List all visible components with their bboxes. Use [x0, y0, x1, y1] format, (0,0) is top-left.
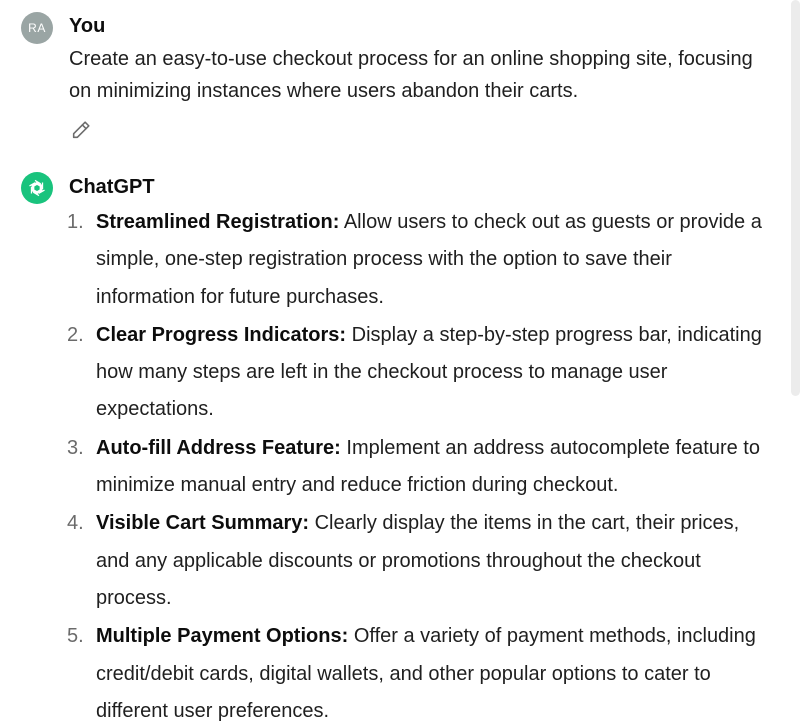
assistant-avatar	[21, 172, 53, 204]
list-item-number: 1.	[67, 211, 84, 233]
list-item-number: 5.	[67, 625, 84, 648]
list-item-title: Streamlined Registration:	[96, 211, 340, 233]
answer-list	[64, 204, 776, 726]
list-item-title: Auto-fill Address Feature:	[96, 436, 341, 459]
list-item	[64, 618, 776, 726]
list-item-text: Allow users to check out as guests or provide a simple, one-step registration process with the option to save their information for future purchases.	[96, 211, 762, 308]
list-item-text: Implement an address autocomplete feature to minimize manual entry and reduce friction during checkout.	[96, 436, 760, 497]
openai-logo-icon	[26, 177, 48, 199]
list-item-text: Display a step-by-step progress bar, indicating how many steps are left in the checkout process to manage user expectations.	[96, 323, 762, 421]
edit-message-button[interactable]	[69, 118, 93, 142]
list-item-title: Visible Cart Summary:	[96, 512, 310, 535]
list-item-text: Clearly display the items in the cart, their prices, and any applicable discounts or promotions throughout the checkout process.	[96, 512, 740, 609]
list-item-number: 3.	[67, 436, 84, 459]
list-item	[64, 317, 776, 429]
list-item-number: 2.	[67, 323, 84, 346]
list-item	[64, 430, 776, 505]
list-item	[64, 505, 776, 617]
scrollbar[interactable]	[791, 0, 800, 396]
list-item-title: Multiple Payment Options:	[96, 625, 349, 648]
assistant-author-name: ChatGPT	[69, 176, 155, 198]
list-item-title: Clear Progress Indicators:	[96, 323, 347, 346]
list-item	[64, 204, 776, 316]
user-author-name: You	[69, 15, 106, 37]
list-item-number: 4.	[67, 512, 84, 535]
user-avatar: RA	[21, 12, 53, 44]
list-item-text: Offer a variety of payment methods, including credit/debit cards, digital wallets, and other popular options to cater to different user preferences.	[96, 625, 756, 722]
user-message-text: Create an easy-to-use checkout process for an online shopping site, focusing on minimizing instances where users abandon their carts.	[69, 48, 753, 102]
pencil-icon	[70, 119, 92, 141]
